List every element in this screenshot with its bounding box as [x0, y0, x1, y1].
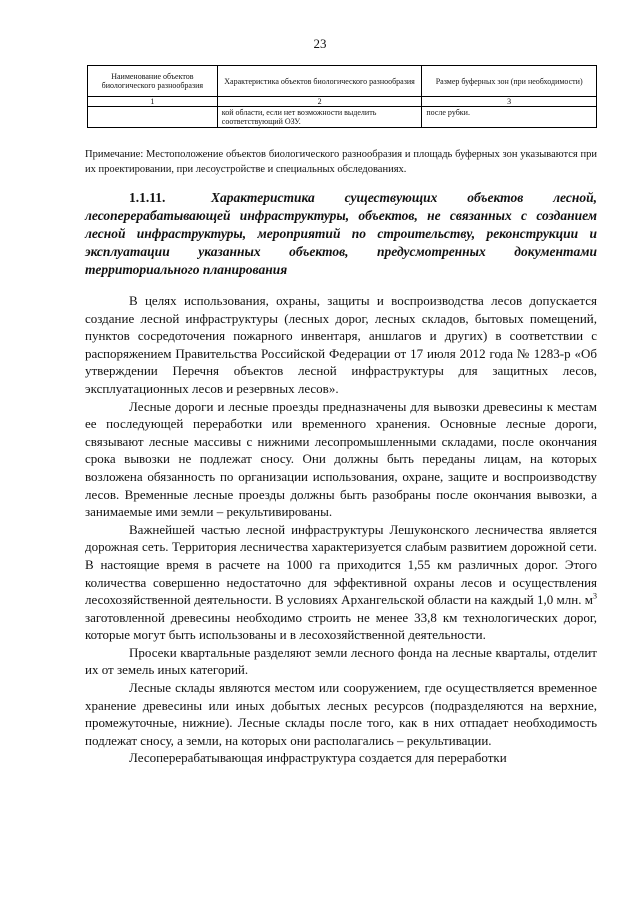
paragraph: Лесные склады являются местом или сооружением, где осуществляется временное хранение древесины или иных добытых лесных ресурсов (подразделяются на верхние, промежуточные, нижние). Лесные склады после того, как в них отпадает необходимость подлежат сносу, а земли, на которых они располагались – рекультивации. — [85, 680, 597, 748]
section-number: 1.1.11. — [129, 190, 166, 205]
biodiversity-table — [87, 65, 597, 128]
table-number-row — [88, 97, 597, 107]
table-header-cell: Наименование объектов биологического разнообразия — [88, 66, 218, 97]
paragraph — [85, 521, 597, 644]
paragraph: В целях использования, охраны, защиты и воспроизводства лесов допускается создание лесной инфраструктуры (лесных дорог, лесных складов, бытовых помещений, пунктов сосредоточения пожарного инвентаря, аншлагов и других) в соответствии с распоряжением Правительства Российской Федерации от 17 июля 2012 года № 1283-р «Об утверждении Перечня объектов лесной инфраструктуры для защитных лесов, эксплуатационных лесов и резервных лесов». — [85, 293, 597, 396]
table-cell: после рубки. — [422, 107, 597, 128]
section-title: Характеристика существующих объектов лесной, лесоперерабатывающей инфраструктуры, объектов, не связанных с созданием лесной инфраструктуры, мероприятий по строительству, реконструкции и эксплуатации указанных объектов, предусмотренных документами территориального планирования — [85, 190, 597, 277]
superscript: 3 — [593, 591, 597, 601]
table-cell: кой области, если нет возможности выделить соответствующий ОЗУ. — [217, 107, 422, 128]
table-cell: 2 — [217, 97, 422, 107]
table-cell: 3 — [422, 97, 597, 107]
table-header-row — [88, 66, 597, 97]
body-text — [85, 292, 597, 767]
paragraph: Лесоперерабатывающая инфраструктура создается для переработки — [129, 750, 507, 766]
table-cell: 1 — [88, 97, 218, 107]
paragraph-text: заготовленной древесины необходимо строить не менее 33,8 км технологических дорог, которые могут быть использованы и в лесохозяйственной деятельности. — [85, 609, 597, 643]
table-note: Примечание: Местоположение объектов биологического разнообразия и площадь буферных зон указываются при их проектировании, при лесоустройстве и специальных обследованиях. — [85, 149, 597, 175]
table-row — [88, 107, 597, 128]
table-cell — [88, 107, 218, 128]
table-header-cell: Размер буферных зон (при необходимости) — [422, 66, 597, 97]
table-header-cell: Характеристика объектов биологического разнообразия — [217, 66, 422, 97]
paragraph: Просеки квартальные разделяют земли лесного фонда на лесные кварталы, отделит их от земель иных категорий. — [85, 644, 597, 678]
paragraph-text: Важнейшей частью лесной инфраструктуры Лешуконского лесничества является дорожная сеть. Территория лесничества характеризуется слабым развитием дорожной сети. В настоящие время в расчете на 1000 га приходится 1,55 км различных дорог. Этого количества совершенно недостаточно для эффективной охраны лесов и осуществления лесохозяйственной деятельности. В условиях Архангельской области на каждый 1,0 млн. м — [85, 521, 597, 608]
section-heading — [85, 189, 597, 279]
page-number: 23 — [313, 36, 327, 51]
paragraph: Лесные дороги и лесные проезды предназначены для вывозки древесины к местам ее последующей переработки или временного хранения. Основные лесные дороги, связывают лесные массивы с нижними лесопромышленными складами, после окончания срока вывозки не подлежат сносу. Они должны быть переданы лицам, на которых возложена обязанность по организации использования, охране, защите и воспроизводству лесов. Временные лесные проезды должны быть разобраны после окончания вывозки, а занимаемые ими земли – рекультивированы. — [85, 398, 597, 520]
